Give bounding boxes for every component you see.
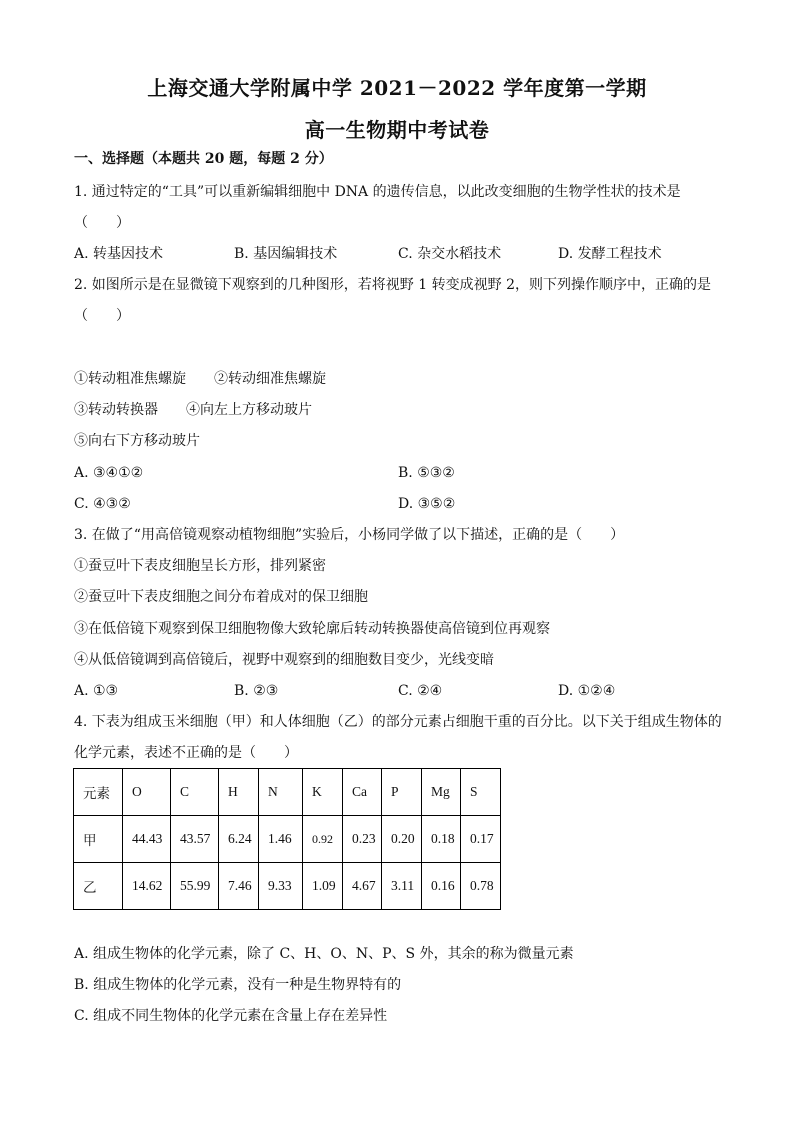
q1-option-b: B. 基因编辑技术 [234,246,338,262]
q4-stem-cont: 化学元素，表述不正确的是（ ） [74,745,298,761]
q4-option-c: C. 组成不同生物体的化学元素在含量上存在差异性 [74,1008,388,1024]
table-cell: 9.33 [259,863,303,910]
table-cell: 4.67 [343,863,382,910]
q2-stem-blank: （ ） [74,308,130,324]
table-cell: 55.99 [171,863,219,910]
q1-option-c: C. 杂交水稻技术 [398,246,502,262]
table-header-row [74,769,501,816]
table-cell: 0.78 [461,863,501,910]
q4-option-b: B. 组成生物体的化学元素，没有一种是生物界特有的 [74,977,402,993]
table-row [74,816,501,863]
table-cell: Mg [422,769,461,816]
q1-option-d: D. 发酵工程技术 [558,246,662,262]
table-cell: H [219,769,259,816]
q3-item: ①蚕豆叶下表皮细胞呈长方形，排列紧密 [74,558,326,574]
q3-item: ③在低倍镜下观察到保卫细胞物像大致轮廓后转动转换器使高倍镜到位再观察 [74,621,550,637]
table-cell: 0.18 [422,816,461,863]
q4-stem: 4. 下表为组成玉米细胞（甲）和人体细胞（乙）的部分元素占细胞干重的百分比。以下关于组成生物体的 [74,714,722,730]
q2-option-a: A. ③④①② [74,465,144,481]
table-cell: 7.46 [219,863,259,910]
q1-stem-blank: （ ） [74,215,130,231]
section-heading: 一、选择题（本题共 20 题，每题 2 分） [74,151,333,167]
table-cell: N [259,769,303,816]
element-table [73,768,501,910]
exam-title: 上海交通大学附属中学 2021－2022 学年度第一学期 [147,76,647,100]
q4-option-a: A. 组成生物体的化学元素，除了 C、H、O、N、P、S 外，其余的称为微量元素 [74,946,574,962]
q3-stem: 3. 在做了“用高倍镜观察动植物细胞”实验后，小杨同学做了以下描述，正确的是（ ） [74,527,625,543]
table-cell: 1.09 [303,863,343,910]
table-cell: P [382,769,422,816]
table-cell: 乙 [74,863,123,910]
q3-option-a: A. ①③ [74,683,119,699]
table-cell: K [303,769,343,816]
q1-option-a: A. 转基因技术 [74,246,164,262]
table-cell: O [123,769,171,816]
table-cell: Ca [343,769,382,816]
table-cell: 元素 [74,769,123,816]
q2-item-line: ⑤向右下方移动玻片 [74,433,200,449]
table-cell: C [171,769,219,816]
q2-option-b: B. ⑤③② [398,465,455,481]
exam-subtitle: 高一生物期中考试卷 [304,118,490,142]
q2-option-c: C. ④③② [74,496,131,512]
table-cell: 43.57 [171,816,219,863]
table-cell: 1.46 [259,816,303,863]
table-cell: 0.92 [303,816,343,863]
table-cell: 0.17 [461,816,501,863]
q2-option-d: D. ③⑤② [398,496,456,512]
q3-option-b: B. ②③ [234,683,279,699]
q1-stem: 1. 通过特定的“工具”可以重新编辑细胞中 DNA 的遗传信息，以此改变细胞的生物学性状的技术是 [74,184,681,200]
table-cell: 甲 [74,816,123,863]
q3-item: ④从低倍镜调到高倍镜后，视野中观察到的细胞数目变少，光线变暗 [74,652,494,668]
table-cell: 0.16 [422,863,461,910]
table-cell: 3.11 [382,863,422,910]
table-cell: 14.62 [123,863,171,910]
q2-stem: 2. 如图所示是在显微镜下观察到的几种图形，若将视野 1 转变成视野 2，则下列操作顺序中，正确的是 [74,277,711,293]
table-cell: S [461,769,501,816]
q2-item-line: ③转动转换器 ④向左上方移动玻片 [74,402,312,418]
table-row [74,863,501,910]
q2-item-line: ①转动粗准焦螺旋 ②转动细准焦螺旋 [74,371,326,387]
table-cell: 0.20 [382,816,422,863]
q3-item: ②蚕豆叶下表皮细胞之间分布着成对的保卫细胞 [74,589,368,605]
table-cell: 44.43 [123,816,171,863]
q3-option-c: C. ②④ [398,683,443,699]
table-cell: 6.24 [219,816,259,863]
table-cell: 0.23 [343,816,382,863]
q3-option-d: D. ①②④ [558,683,616,699]
